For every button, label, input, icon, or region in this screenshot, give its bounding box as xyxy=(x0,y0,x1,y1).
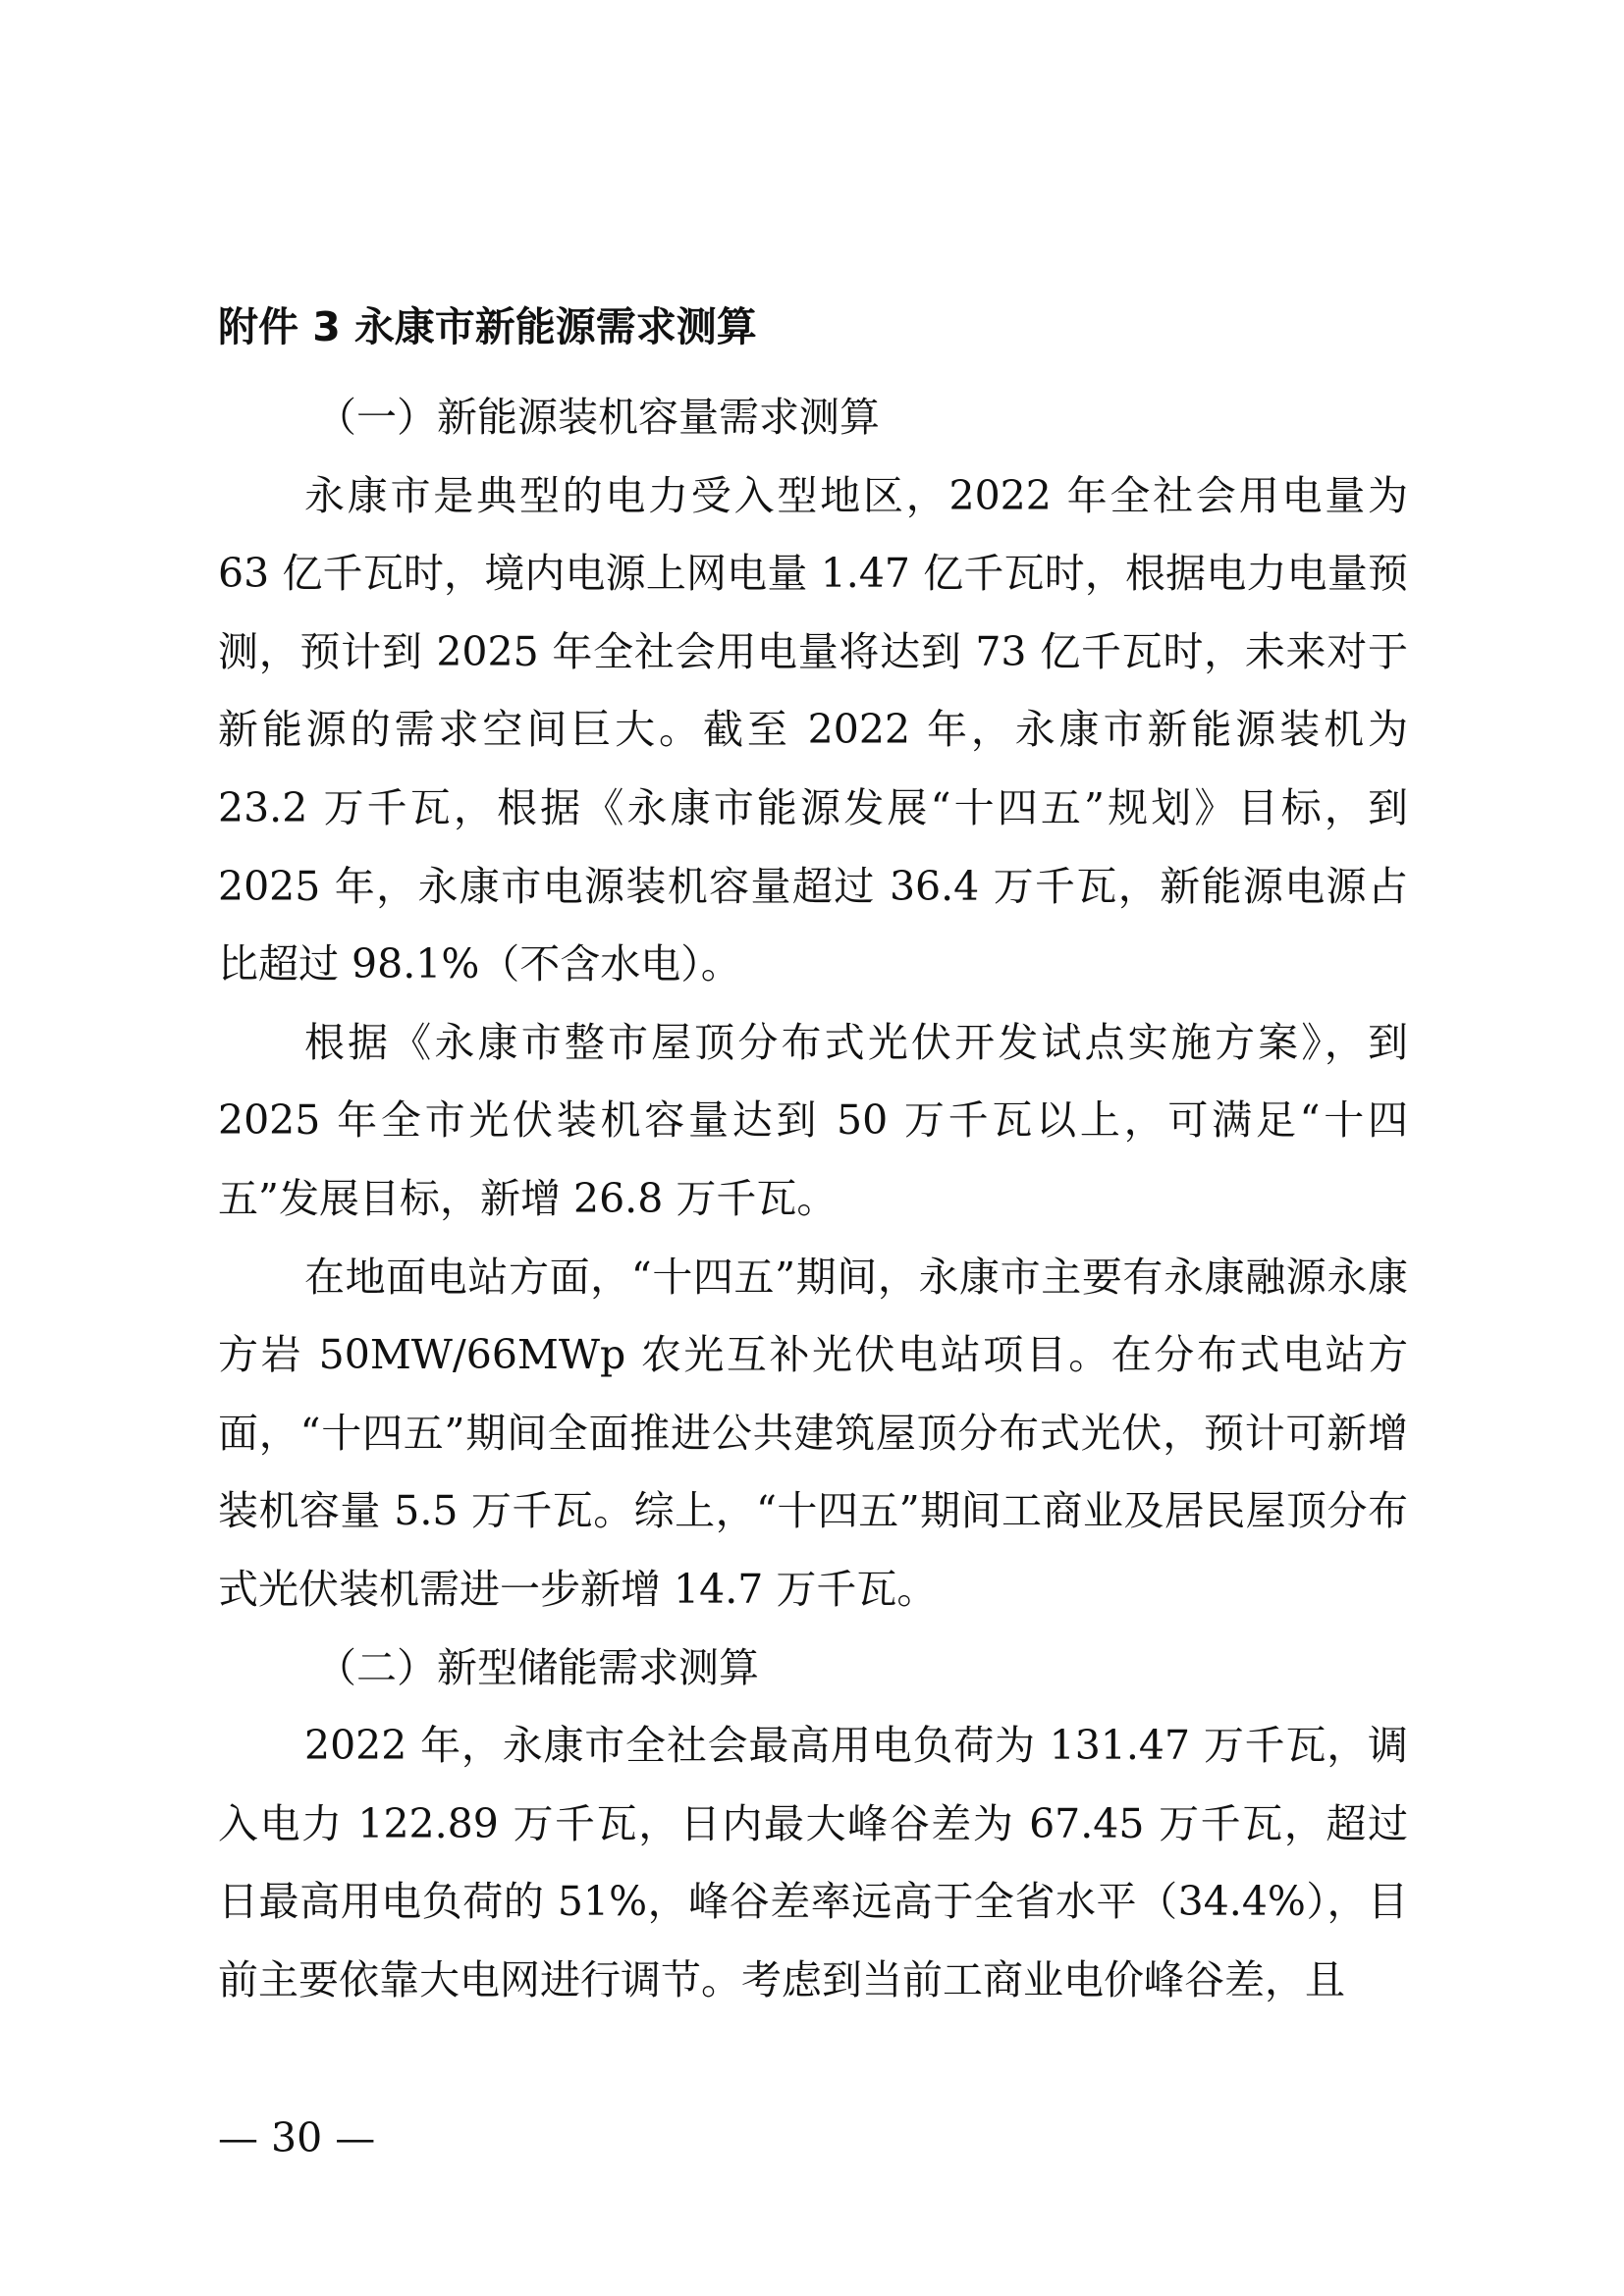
document-body xyxy=(218,379,1408,2019)
section-title-1: （一）新能源装机容量需求测算 xyxy=(316,394,880,441)
page-number: — 30 — xyxy=(218,2114,376,2162)
annex-title: 永康市新能源需求测算 xyxy=(353,303,757,350)
section-title-2: （二）新型储能需求测算 xyxy=(316,1643,759,1691)
paragraph-4: 2022 年，永康市全社会最高用电负荷为 131.47 万千瓦，调入电力 122.89 万千瓦，日内最大峰谷差为 67.45 万千瓦，超过日最高用电负荷的 51%，峰谷差率远高于全省水平（34.4%），目前主要依靠大电网进行调节。考虑到当前工商业电价峰谷差，且 xyxy=(218,1722,1408,2003)
paragraph-2: 根据《永康市整市屋顶分布式光伏开发试点实施方案》，到 2025 年全市光伏装机容量达到 50 万千瓦以上，可满足“十四五”发展目标，新增 26.8 万千瓦。 xyxy=(218,1018,1408,1222)
annex-label: 附件 3 xyxy=(218,303,341,350)
paragraph-1: 永康市是典型的电力受入型地区，2022 年全社会用电量为 63 亿千瓦时，境内电源上网电量 1.47 亿千瓦时，根据电力电量预测，预计到 2025 年全社会用电量将达到 73 亿千瓦时，未来对于新能源的需求空间巨大。截至 2022 年，永康市新能源装机为 23.2 万千瓦，根据《永康市能源发展“十四五”规划》目标，到 2025 年，永康市电源装机容量超过 36.4 万千瓦，新能源电源占比超过 98.1%（不含水电）。 xyxy=(218,471,1408,988)
annex-heading xyxy=(218,299,757,354)
paragraph-3: 在地面电站方面，“十四五”期间，永康市主要有永康融源永康方岩 50MW/66MWp 农光互补光伏电站项目。在分布式电站方面，“十四五”期间全面推进公共建筑屋顶分布式光伏，预计可新增装机容量 5.5 万千瓦。综上，“十四五”期间工商业及居民屋顶分布式光伏装机需进一步新增 14.7 万千瓦。 xyxy=(218,1253,1408,1613)
